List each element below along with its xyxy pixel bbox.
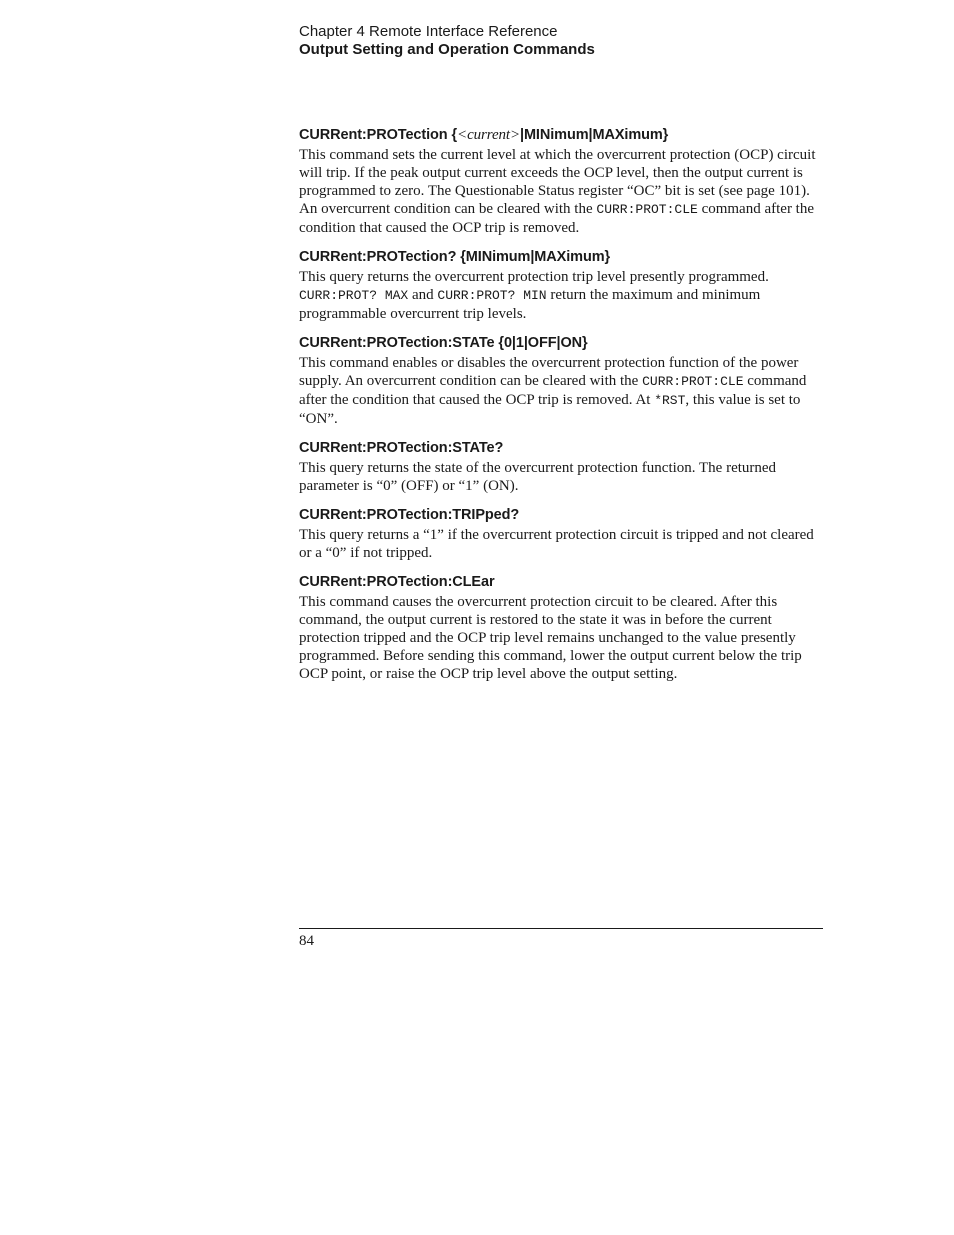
command-curr-protection-state [299,334,823,428]
code-snippet: CURR:PROT? MIN [437,288,547,303]
description-text: This command enables or disables the overcurrent protection function of the power supply. An overcurrent condition can be cleared with the [299,355,799,389]
heading-prefix: CURRent:PROTection { [299,127,458,143]
description-text: This command sets the current level at which the overcurrent protection (OCP) circuit will trip. If the peak output current exceeds the OCP level, then the output current is programmed to zero. The Questionable Status register “OC” bit is set (see page 101). An overcurrent condition can be cleared with the [299,147,816,217]
command-description [299,146,823,237]
section-title: Output Setting and Operation Commands [299,41,595,58]
command-heading: CURRent:PROTection:TRIPped? [299,507,520,523]
code-snippet: CURR:PROT? MAX [299,288,409,303]
command-description: This query returns a “1” if the overcurrent protection circuit is tripped and not cleared or a “0” if not tripped. [299,527,814,561]
command-description: This command causes the overcurrent protection circuit to be cleared. After this command, the output current is restored to the state it was in before the current protection tripped and the OCP trip level remains unchanged to the value presently programmed. Before sending this command, lower the output current below the trip OCP point, or raise the OCP trip level above the output setting. [299,594,802,682]
command-curr-protection-clear [299,573,823,683]
command-heading: CURRent:PROTection? {MINimum|MAXimum} [299,249,611,265]
command-heading [299,126,823,144]
command-description: This query returns the state of the overcurrent protection function. The returned parameter is “0” (OFF) or “1” (ON). [299,460,777,494]
heading-parameter: <current> [457,127,520,143]
heading-suffix: |MINimum|MAXimum} [520,127,669,143]
code-snippet: CURR:PROT:CLE [596,202,698,217]
running-header [299,23,595,59]
command-curr-protection-state-query [299,439,823,495]
footer-divider [299,928,823,929]
description-text: command after the condition that caused the OCP trip is removed. At [299,373,807,408]
description-text: return the maximum and minimum programmable overcurrent trip levels. [299,287,761,322]
command-curr-protection-query [299,248,823,323]
page-number: 84 [299,933,314,949]
command-description [299,268,823,323]
command-description [299,354,823,428]
command-curr-protection-tripped [299,506,823,562]
description-text: command after the condition that caused the OCP trip is removed. [299,201,815,236]
command-heading: CURRent:PROTection:STATe {0|1|OFF|ON} [299,335,588,351]
description-text: , this value is set to “ON”. [299,392,801,427]
description-text: and [408,287,438,303]
chapter-title: Chapter 4 Remote Interface Reference [299,23,558,40]
command-heading: CURRent:PROTection:STATe? [299,440,504,456]
main-content [299,126,823,694]
code-snippet: CURR:PROT:CLE [642,374,744,389]
description-text: This query returns the overcurrent protection trip level presently programmed. [299,269,769,285]
command-curr-protection [299,126,823,237]
code-snippet: *RST [654,393,686,408]
command-heading: CURRent:PROTection:CLEar [299,574,495,590]
